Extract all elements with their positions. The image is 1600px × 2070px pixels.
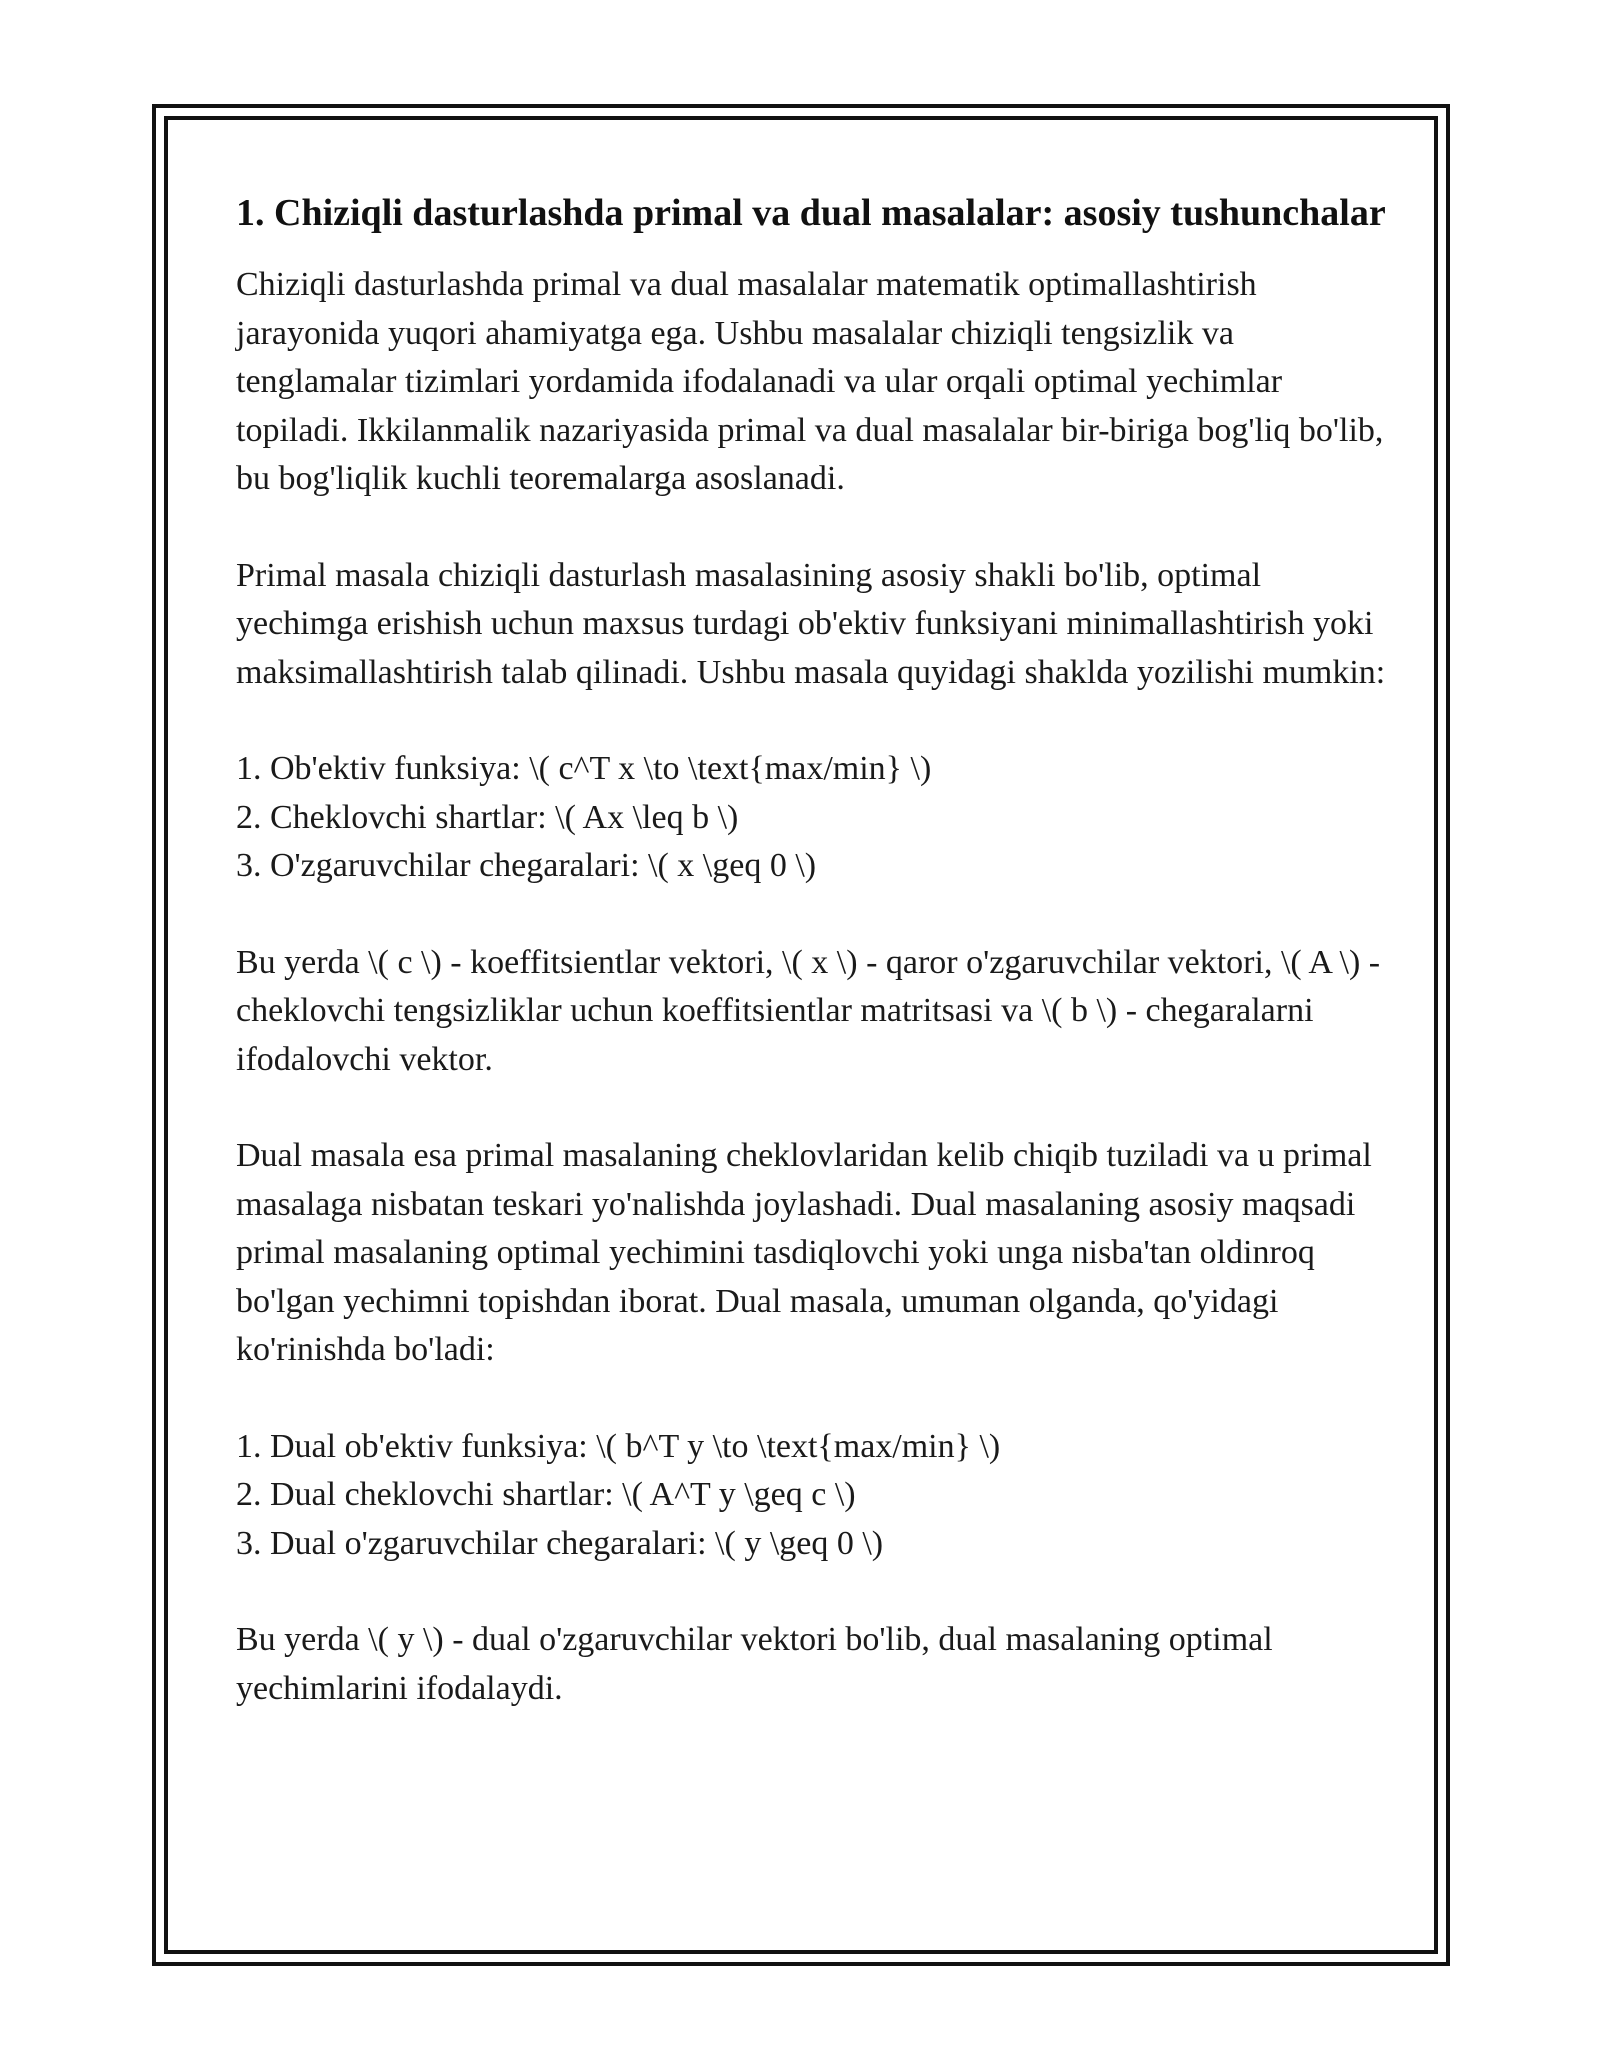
list-item: 3. Dual o'zgaruvchilar chegaralari: \( y \geq 0 \)	[236, 1524, 884, 1562]
paragraph-primal-notation: Bu yerda \( c \) - koeffitsientlar vektori, \( x \) - qaror o'zgaruvchilar vektori, \( A \) - cheklovchi tengsizliklar uchun koeffitsientlar matritsasi va \( b \) - chegaralarni ifodalovchi vektor.	[236, 943, 1381, 1078]
paragraph-dual: Dual masala esa primal masalaning cheklovlaridan kelib chiqib tuziladi va u primal masalaga nisbatan teskari yo'nalishda joylashadi. Dual masalaning asosiy maqsadi primal masalaning optimal yechimini tasdiqlovchi yoki unga nisba'tan oldinroq bo'lgan yechimni topishdan iborat. Dual masala, umuman olganda, qo'yidagi ko'rinishda bo'ladi:	[236, 1137, 1372, 1368]
document-content	[236, 186, 1386, 1761]
list-item: 1. Dual ob'ektiv funksiya: \( b^T y \to \text{max/min} \)	[236, 1427, 1001, 1465]
dual-conditions-list	[236, 1423, 1386, 1569]
list-item: 2. Cheklovchi shartlar: \( Ax \leq b \)	[236, 798, 739, 836]
list-item: 2. Dual cheklovchi shartlar: \( A^T y \geq c \)	[236, 1476, 856, 1513]
list-item: 3. O'zgaruvchilar chegaralari: \( x \geq 0 \)	[236, 847, 817, 884]
primal-conditions-list	[236, 745, 1386, 891]
section-heading: 1. Chiziqli dasturlashda primal va dual masalalar: asosiy tushunchalar	[236, 192, 1386, 234]
paragraph-primal: Primal masala chiziqli dasturlash masalasining asosiy shakli bo'lib, optimal yechimga erishish uchun maxsus turdagi ob'ektiv funksiyani minimallashtirish yoki maksimallashtirish talab qilinadi. Ushbu masala quyidagi shaklda yozilishi mumkin:	[236, 556, 1386, 691]
list-item: 1. Ob'ektiv funksiya: \( c^T x \to \text{max/min} \)	[236, 750, 932, 787]
paragraph-intro: Chiziqli dasturlashda primal va dual masalalar matematik optimallashtirish jarayonida yuqori ahamiyatga ega. Ushbu masalalar chiziqli tengsizlik va tenglamalar tizimlari yordamida ifodalanadi va ular orqali optimal yechimlar topiladi. Ikkilanmalik nazariyasida primal va dual masalalar bir-biriga bog'liq bo'lib, bu bog'liqlik kuchli teoremalarga asoslanadi.	[236, 266, 1384, 497]
paragraph-dual-notation: Bu yerda \( y \) - dual o'zgaruvchilar vektori bo'lib, dual masalaning optimal yechimlarini ifodalaydi.	[236, 1621, 1273, 1707]
